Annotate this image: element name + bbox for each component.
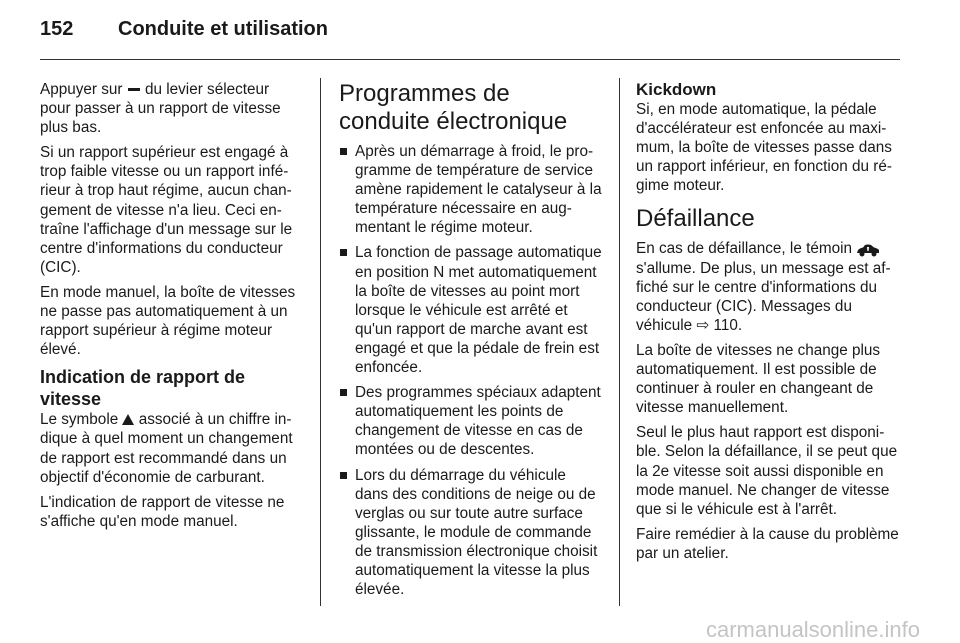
page-number: 152 xyxy=(40,18,74,40)
bullet-icon xyxy=(340,148,347,155)
paragraph-no-shift: Si un rapport supérieur est engagé à trop faible vitesse ou un rapport inférieur à trop haut régime, aucun changement de vitesse n'a lieu. Ceci entraîne l'affichage d'un message sur le centre d'informations du conducteur (CIC). xyxy=(40,144,293,276)
paragraph-no-auto-shift: La boîte de vitesses ne change plus automatiquement. Il est possible de continuer à rouler en changeant de vitesse manuellement. xyxy=(636,341,881,417)
paragraph-failure-warning: En cas de défaillance, le témoin s'allume. De plus, un message est affiché sur le centre d'informations du conducteur (CIC). Messages du véhicule ⇨ 110. xyxy=(636,240,891,334)
paragraph-manual-mode: En mode manuel, la boîte de vitesses ne passe pas automatiquement à un rapport supérieur à régime moteur élevé. xyxy=(40,283,296,359)
page-reference-arrow-icon: ⇨ xyxy=(696,316,714,334)
list-item: Lors du démarrage du véhicule dans des conditions de neige ou de verglas ou sur toute autre surface glissante, le module de commande de transmission électronique choisit automatiquement la vitesse la plus élevée. xyxy=(339,466,603,600)
column-right xyxy=(636,80,900,569)
heading-shift-indicator: Indication de rapport de vitesse xyxy=(40,367,246,410)
column-left xyxy=(40,80,302,537)
heading-failure: Défaillance xyxy=(636,205,755,233)
column-divider-2 xyxy=(619,78,620,606)
page-title: Conduite et utilisation xyxy=(118,18,328,40)
paragraph-indicator-manual: L'indication de rapport de vitesse ne s'affiche qu'en mode manuel. xyxy=(40,493,285,530)
list-item: Après un démarrage à froid, le programme de température de service amène rapidement le catalyseur à la température nécessaire en augmentant le régime moteur. xyxy=(339,142,603,237)
paragraph-shift-symbol: Le symbole associé à un chiffre indique à quel moment un changement de rapport est recommandé dans un objectif d'économie de carburant. xyxy=(40,411,293,486)
minus-icon xyxy=(128,88,140,91)
column-divider-1 xyxy=(320,78,321,606)
bullet-icon xyxy=(340,389,347,396)
watermark: carmanualsonline.info xyxy=(705,617,920,642)
page-reference-link[interactable]: 110. xyxy=(713,316,743,334)
transmission-warning-car-icon xyxy=(856,243,880,257)
bullet-icon xyxy=(340,472,347,479)
paragraph-highest-gear: Seul le plus haut rapport est disponible. Selon la défaillance, il se peut que la 2e vitesse soit aussi disponible en mode manuel. Ne changer de vitesse que si le véhicule est à l'arrêt. xyxy=(636,424,898,518)
list-item: La fonction de passage automatique en position N met automatiquement la boîte de vitesses au point mort lorsque le véhicule est arrêté et qu'un rapport de marche avant est engagé et que la pédale de frein est enfoncée. xyxy=(339,243,603,377)
programs-list xyxy=(339,142,603,599)
heading-electronic-programs: Programmes de conduite électronique xyxy=(339,80,568,135)
header-rule xyxy=(40,59,900,60)
triangle-up-icon xyxy=(122,414,134,425)
heading-kickdown: Kickdown xyxy=(636,80,717,99)
paragraph-workshop: Faire remédier à la cause du problème par un atelier. xyxy=(636,525,899,562)
bullet-icon xyxy=(340,249,347,256)
paragraph-kickdown: Si, en mode automatique, la pédale d'accélérateur est enfoncée au maximum, la boîte de vitesses passe dans un rapport inférieur, en fonction du régime moteur. xyxy=(636,101,892,195)
list-item: Des programmes spéciaux adaptent automatiquement les points de changement de vitesse en cas de montées ou de descentes. xyxy=(339,383,603,459)
column-middle xyxy=(339,80,603,605)
paragraph-downshift: Appuyer sur du levier sélecteur pour passer à un rapport de vitesse plus bas. xyxy=(40,81,281,137)
